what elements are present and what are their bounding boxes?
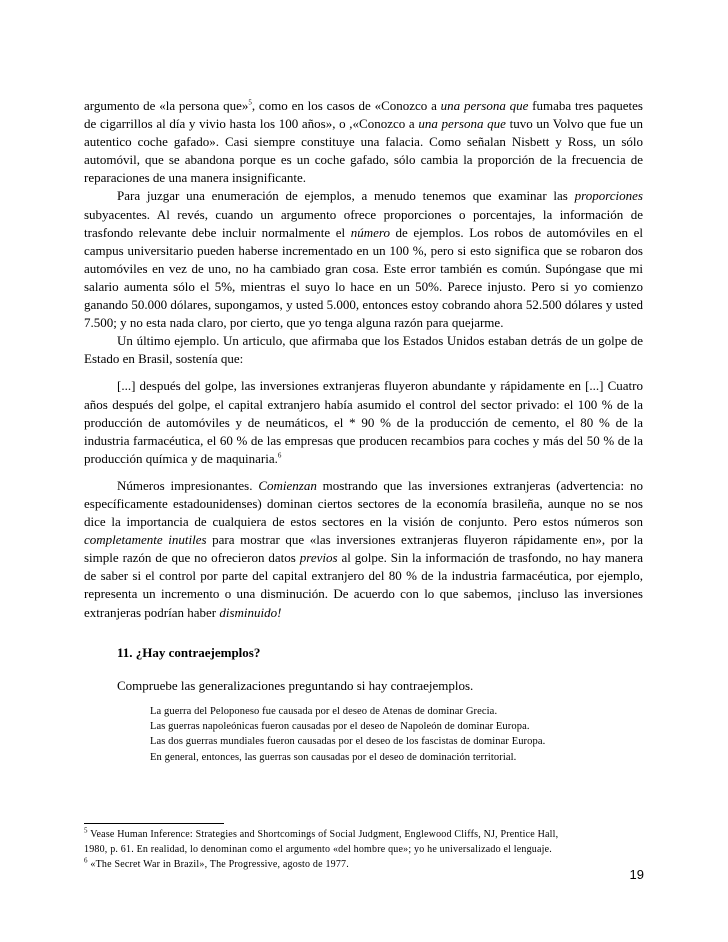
paragraph-1	[84, 97, 643, 187]
footnote-5	[84, 827, 644, 842]
footnote-mark: 6	[84, 856, 88, 865]
example-item: Las dos guerras mundiales fueron causadas por el deseo de los fascistas de dominar Europa.	[150, 736, 546, 748]
text: Números impresionantes.	[117, 477, 259, 493]
text: argumento de «la persona que»	[84, 98, 249, 113]
text: fumaba tres paquetes de cigarrillos al día y vivio hasta los 100 años», o ,«Conozco a	[84, 98, 643, 132]
spacer	[84, 468, 643, 477]
text: [...] después del golpe, las inversiones extranjeras fluyeron abundante y rápidamente en [...] Cuatro años después del golpe, el capital extranjero había asumido el control del sector privado: el 100 % de la producción de automóviles y de neumáticos, el * 90 % de la producción de cemento, el 80 % de la industria farmacéutica, el 60 % de las empresas que producen recambios para coches y más del 50 % de la producción química y de maquinaria.	[84, 378, 643, 466]
spacer	[84, 695, 643, 704]
text: tuvo un Volvo que fue un autentico coche gafado». Casi siempre constituye una falacia. Como señalan Nisbett y Ross, un sólo automóvil, que se abandona porque es un coche gafado, sólo cambia la proporción de la frecuencia de reparaciones de una manera insignificante.	[84, 116, 644, 186]
text: de ejemplos. Los robos de automóviles en el campus universitario pueden haberse incrementado en un 100 %, pero si esto significa que se robaron dos automóviles en vez de uno, no ha cambiado gran cosa. Este error también es común. Supóngase que mi salario aumenta sólo el 5%, mientras el suyo lo hace en un 50%. Parece injusto. Pero si yo comienzo ganando 50.000 dólares, supongamos, y usted 5.000, entonces estoy cobrando ahora 52.500 dólares y usted 7.500; y no esta nada claro, por cierto, que yo tenga alguna razón para quejarme.	[84, 224, 643, 331]
footnote-5-continued: 1980, p. 61. En realidad, lo denominan como el argumento «del hombre que»; yo he universalizado el lenguaje.	[84, 844, 552, 855]
section-intro: Compruebe las generalizaciones preguntando si hay contraejemplos.	[117, 677, 474, 693]
emphasis: completamente inutiles	[84, 532, 207, 548]
footnote-6	[84, 857, 644, 872]
footnote-ref-5[interactable]: 5	[248, 98, 252, 107]
emphasis: una persona que	[418, 116, 506, 132]
spacer	[84, 622, 643, 644]
example-item: Las guerras napoleónicas fueron causadas por el deseo de Napoleón de dominar Europa.	[150, 721, 530, 733]
footnote-text: Vease Human Inference: Strategies and Shortcomings of Social Judgment, Englewood Cliffs, NJ, Prentice Hall,	[87, 829, 559, 840]
footnote-text: «The Secret War in Brazil», The Progressive, agosto de 1977.	[87, 859, 349, 870]
text: subyacentes. Al revés, cuando un argumento ofrece proporciones o porcentajes, la información de trasfondo relevante debe incluir normalmente el	[84, 206, 643, 240]
page-body	[84, 97, 643, 765]
examples-list	[150, 704, 643, 765]
footnotes	[84, 827, 644, 872]
emphasis: una persona que	[440, 98, 529, 113]
paragraph-2	[84, 187, 643, 332]
example-item: La guerra del Peloponeso fue causada por el deseo de Atenas de dominar Grecia.	[150, 705, 498, 717]
emphasis: Comienzan	[258, 477, 317, 493]
text: al golpe. Sin la información de trasfondo, no hay manera de saber si el control por parte del capital extranjero del 80 % de la industria farmacéutica, por ejemplo, representa un incremento o una disminución. De acuerdo con lo que sabemos, ¡incluso las inversiones extranjeras podrían haber	[84, 550, 643, 620]
block-quote	[84, 377, 643, 467]
footnote-divider	[84, 823, 224, 824]
example-item: En general, entonces, las guerras son causadas por el deseo de dominación territorial.	[150, 751, 517, 763]
page-number: 19	[629, 867, 644, 882]
footnote-ref-6[interactable]: 6	[277, 451, 282, 460]
spacer	[84, 368, 643, 377]
text: , como en los casos de «Conozco a	[251, 98, 441, 113]
paragraph-3: Un último ejemplo. Un articulo, que afirmaba que los Estados Unidos estaban detrás de un golpe de Estado en Brasil, sostenía que:	[84, 333, 643, 367]
text: Para juzgar una enumeración de ejemplos, a menudo tenemos que examinar las	[117, 188, 575, 204]
spacer	[84, 662, 643, 677]
emphasis: disminuido!	[219, 604, 282, 620]
footnote-mark: 5	[84, 826, 88, 835]
emphasis: proporciones	[574, 188, 643, 204]
emphasis: número	[350, 224, 390, 240]
emphasis: previos	[299, 550, 338, 566]
text: mostrando que las inversiones extranjeras (advertencia: no específicamente estadounidenses) dominan ciertos sectores de la economía brasileña, aunque no se nos dice la importancia de cualquiera de estos sectores en la visión de conjunto. Pero estos números son	[84, 477, 643, 530]
text: para mostrar que «las inversiones extranjeras fluyeron rápidamente en», por la simple razón de que no ofrecieron datos	[84, 532, 644, 566]
section-heading: 11. ¿Hay contraejemplos?	[117, 644, 261, 660]
paragraph-4	[84, 477, 643, 622]
